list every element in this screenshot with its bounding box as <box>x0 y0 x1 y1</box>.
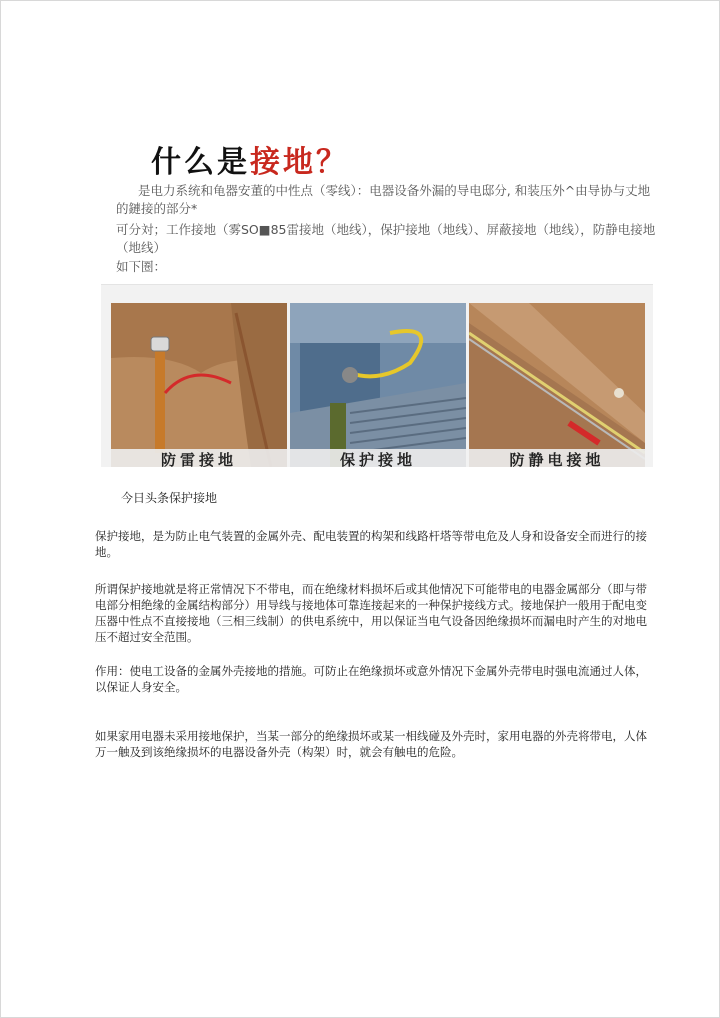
photo-caption: 防雷接地 <box>111 449 287 467</box>
body-paragraph-risk: 如果家用电器未采用接地保护，当某一部分的绝缘损坏或某一相线碰及外壳时，家用电器的外壳将带电，人体万一触及到该绝缘损坏的电器设备外壳（构架）时，就会有触电的危险。 <box>95 729 647 759</box>
intro-paragraph-see-below: 如下圏： <box>116 259 167 274</box>
body-paragraph-function: 作用：使电工设备的金属外壳接地的措施。可防止在绝缘损坏或意外情况下金属外壳带电时强电流通过人体，以保证人身安全。 <box>95 664 647 694</box>
intro-paragraph-definition: 是电力系统和龟器安董的中性点（零线）：电器设备外漏的导电邸分, 和装压外^由导协与丈地的鏈接的部分* <box>116 183 651 216</box>
title-prefix: 什么是 <box>151 145 250 180</box>
photo-protective-grounding <box>290 303 466 467</box>
photo-caption: 保护接地 <box>290 449 466 467</box>
photo-lightning-grounding <box>111 303 287 467</box>
grounding-rod-icon <box>111 303 287 467</box>
section-subtitle: 今日头条保护接地 <box>121 491 218 505</box>
photo-static-grounding <box>469 303 645 467</box>
motor-ground-icon <box>290 303 466 467</box>
photo-strip <box>101 284 653 467</box>
static-ground-icon <box>469 303 645 467</box>
page-title <box>151 137 349 181</box>
title-highlight: 接地？ <box>250 145 349 180</box>
photo-caption: 防静电接地 <box>469 449 645 467</box>
intro-paragraph-types: 可分対；工作接地（雾SO■85雷接地（地线），保护接地（地线）、屏蔽接地（地线），防静电接地（地线） <box>116 222 656 255</box>
body-paragraph-definition: 保护接地，是为防止电气装置的金属外壳、配电装置的构架和线路杆塔等带电危及人身和设备安全而进行的接地。 <box>95 529 647 559</box>
body-paragraph-explanation: 所谓保护接地就是将正常情况下不带电，而在绝缘材料损坏后或其他情况下可能带电的电器金属部分（即与带电部分相绝缘的金属结构部分）用导线与接地体可靠连接起来的一种保护接线方式。接地保护一般用于配电变压器中性点不直接接地（三相三线制）的供电系统中，用以保证当电气设备因绝缘损坏而漏电时产生的对地电压不超过安全范围。 <box>95 582 647 644</box>
